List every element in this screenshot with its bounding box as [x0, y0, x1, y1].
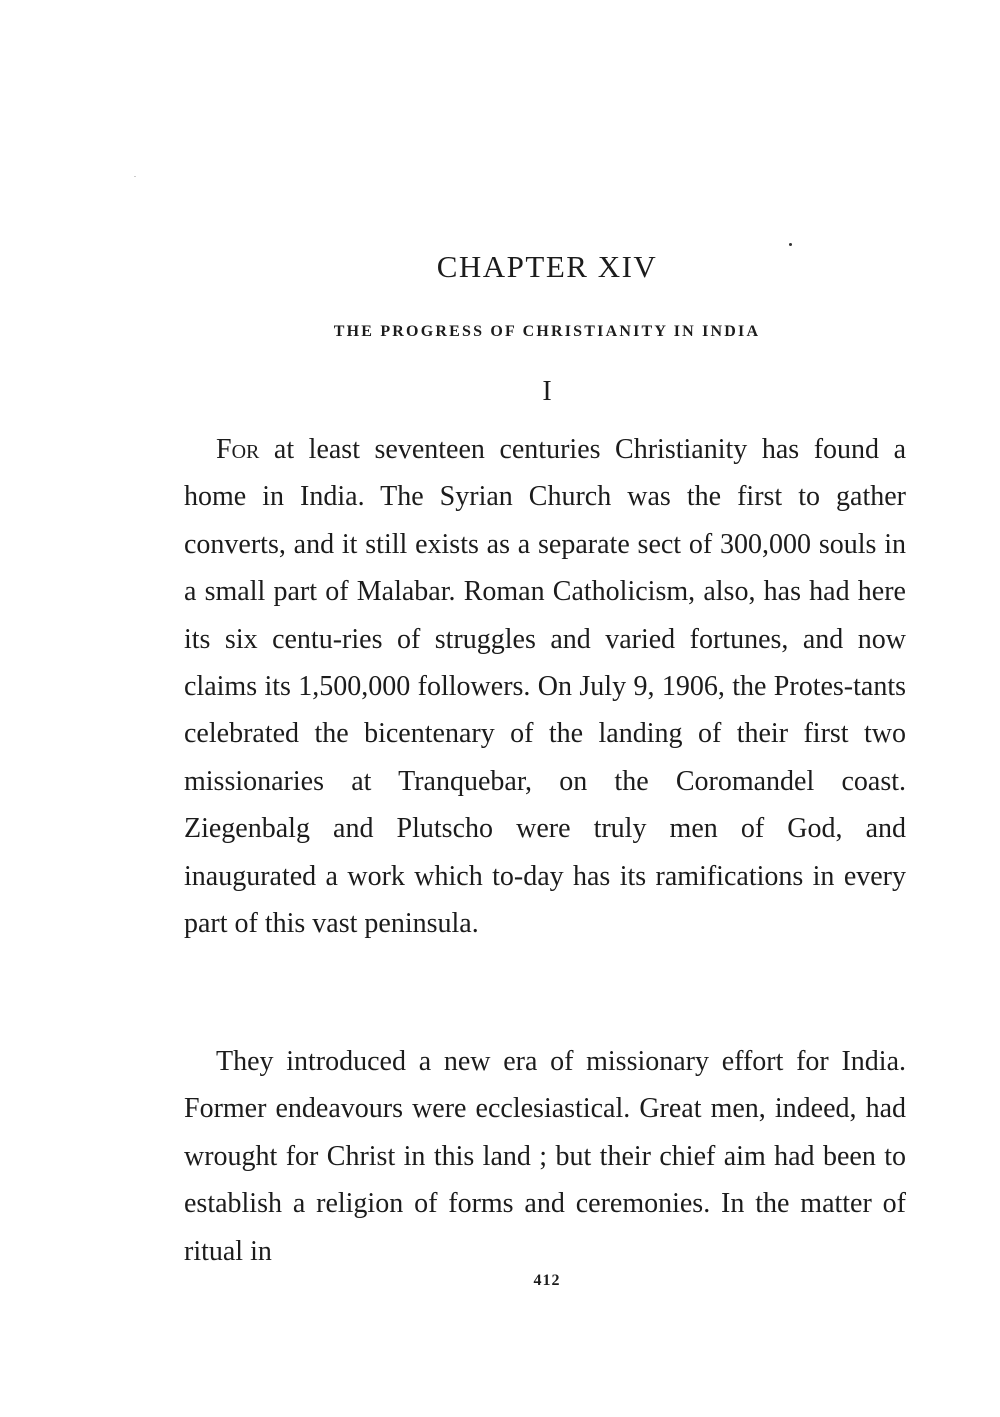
- opening-word: For: [216, 434, 260, 465]
- ink-speck: [789, 243, 792, 246]
- paragraph-1-text: at least seventeen centuries Christianity has found a home in India. The Syrian Church was the first to gather converts, and it still exists as a separate sect of 300,000 souls in a small part of Malabar. Roman Catholicism, also, has had here its six centu-ries of struggles and varied fortunes, and now claims its 1,500,000 followers. On July 9, 1906, the Protes-tants celebrated the bicentenary of the landing of their first two missionaries at Tranquebar, on the Coromandel coast. Ziegenbalg and Plutscho were truly men of God, and inaugurated a work which to-day has its ramifications in every part of this vast peninsula.: [184, 434, 906, 940]
- page-number: 412: [533, 1272, 561, 1289]
- ink-speck: [134, 176, 136, 177]
- paragraph-2: They introduced a new era of missionary effort for India. Former endeavours were ecclesiastical. Great men, indeed, had wrought for Christ in this land ; but their chief aim had been to establish a religion of forms and ceremonies. In the matter of ritual in: [184, 1046, 906, 1267]
- section-numeral: I: [542, 376, 552, 407]
- chapter-subtitle: THE PROGRESS OF CHRISTIANITY IN INDIA: [333, 323, 761, 340]
- chapter-title: CHAPTER XIV: [436, 249, 658, 284]
- paragraph-1: [184, 426, 906, 947]
